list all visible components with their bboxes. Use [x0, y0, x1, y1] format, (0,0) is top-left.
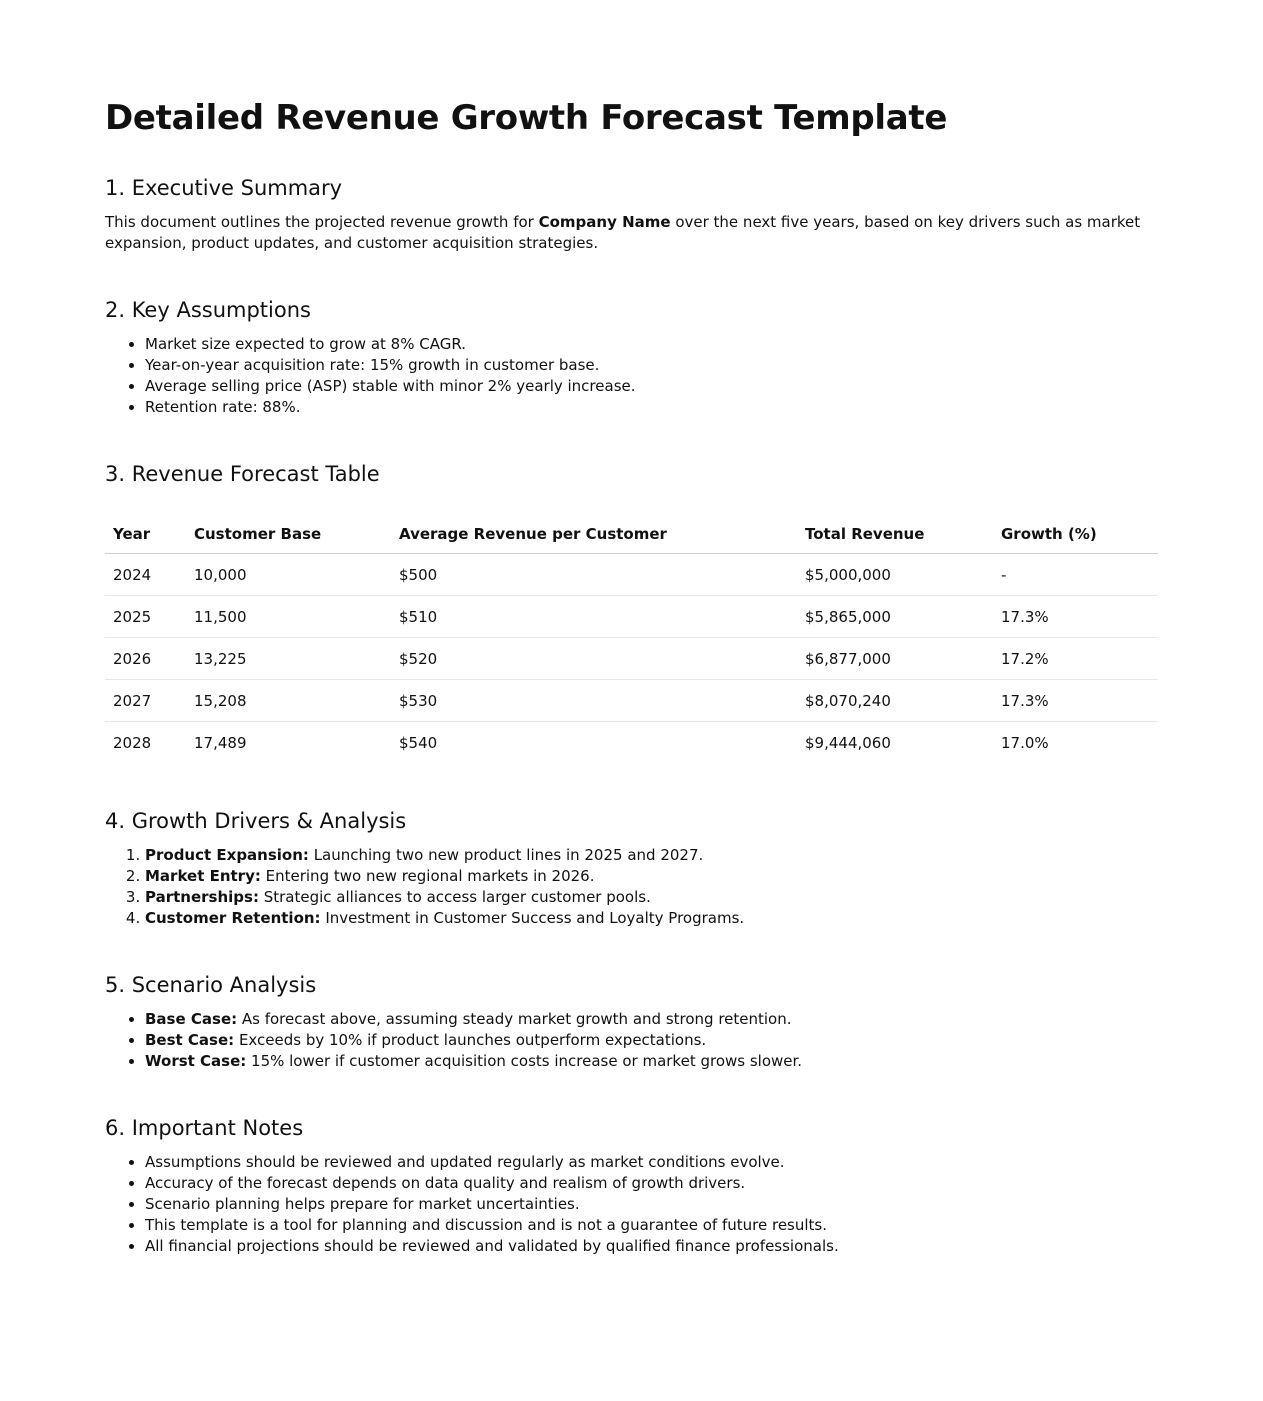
column-header-average-revenue: Average Revenue per Customer [391, 515, 797, 554]
cell-average-revenue: $530 [391, 680, 797, 722]
table-row [105, 554, 1158, 596]
item-label: Market Entry: [145, 867, 261, 885]
list-item [145, 845, 1158, 866]
section-heading-important-notes: 6. Important Notes [105, 1116, 304, 1140]
executive-summary-paragraph [105, 212, 1158, 254]
cell-year: 2028 [113, 733, 152, 752]
cell-average-revenue: $520 [391, 638, 797, 680]
assumptions-list [105, 334, 1158, 418]
item-text: Entering two new regional markets in 2026. [260, 867, 595, 885]
list-item [145, 908, 1158, 929]
cell-year: 2027 [105, 680, 186, 722]
list-item: • This template is a tool for planning and discussion and is not a guarantee of future results. [145, 1215, 1158, 1236]
cell-growth: 17.3% [993, 680, 1158, 722]
section-heading-forecast-table: 3. Revenue Forecast Table [105, 462, 380, 486]
table-row [105, 596, 1158, 638]
item-text: Launching two new product lines in 2025 and 2027. [308, 846, 704, 864]
cell-average-revenue: $500 [391, 554, 797, 596]
growth-drivers-list [105, 845, 1158, 929]
list-item [145, 887, 1158, 908]
list-item: • Year-on-year acquisition rate: 15% growth in customer base. [145, 355, 1158, 376]
item-label: Product Expansion: [145, 846, 309, 864]
cell-customer-base: 17,489 [194, 733, 247, 752]
table-header-row [105, 515, 1158, 554]
cell-total-revenue: $8,070,240 [797, 680, 993, 722]
item-label: Best Case: [145, 1031, 235, 1049]
cell-growth: 17.2% [993, 638, 1158, 680]
cell-year: 2025 [105, 596, 186, 638]
list-item: • Market size expected to grow at 8% CAGR. [145, 334, 1158, 355]
cell-customer-base: 15,208 [186, 680, 391, 722]
section-heading-executive-summary: 1. Executive Summary [105, 176, 343, 200]
item-text: Strategic alliances to access larger customer pools. [258, 888, 651, 906]
cell-average-revenue: $510 [391, 596, 797, 638]
list-item: • Assumptions should be reviewed and updated regularly as market conditions evolve. [145, 1152, 1158, 1173]
column-header-year: Year [105, 515, 186, 554]
list-item: • Scenario planning helps prepare for market uncertainties. [145, 1194, 1158, 1215]
cell-total-revenue: $9,444,060 [805, 733, 891, 752]
cell-total-revenue: $6,877,000 [797, 638, 993, 680]
summary-text-before: This document outlines the projected revenue growth for [105, 213, 539, 231]
list-item: • Average selling price (ASP) stable with minor 2% yearly increase. [145, 376, 1158, 397]
notes-list [105, 1152, 1158, 1257]
item-label: Worst Case: [145, 1052, 247, 1070]
table-row [105, 638, 1158, 680]
list-item [145, 1009, 1158, 1030]
column-header-growth: Growth (%) [993, 515, 1158, 554]
cell-average-revenue: $540 [399, 733, 438, 752]
column-header-total-revenue: Total Revenue [797, 515, 993, 554]
cell-customer-base: 11,500 [186, 596, 391, 638]
list-item: • All financial projections should be reviewed and validated by qualified finance professionals. [145, 1236, 1158, 1257]
cell-customer-base: 10,000 [186, 554, 391, 596]
column-header-customer-base: Customer Base [186, 515, 391, 554]
company-name: Company Name [538, 213, 671, 231]
list-item [145, 1030, 1158, 1051]
page-title: Detailed Revenue Growth Forecast Template [105, 98, 948, 138]
list-item [145, 866, 1158, 887]
list-item: • Retention rate: 88%. [145, 397, 1158, 418]
revenue-forecast-table [105, 515, 1158, 763]
item-text: Exceeds by 10% if product launches outperform expectations. [234, 1031, 707, 1049]
cell-growth: 17.0% [1001, 733, 1049, 752]
item-label: Base Case: [145, 1010, 238, 1028]
cell-year: 2026 [105, 638, 186, 680]
cell-total-revenue: $5,000,000 [797, 554, 993, 596]
summary-text-after: over the next five years, based on key drivers such as market expansion, product updates, and customer acquisition strategies. [105, 213, 1141, 252]
item-text: As forecast above, assuming steady market growth and strong retention. [237, 1010, 792, 1028]
list-item [145, 1051, 1158, 1072]
cell-customer-base: 13,225 [186, 638, 391, 680]
cell-total-revenue: $5,865,000 [797, 596, 993, 638]
item-label: Customer Retention: [145, 909, 321, 927]
item-text: Investment in Customer Success and Loyalty Programs. [320, 909, 745, 927]
table-row [105, 680, 1158, 722]
cell-growth: - [993, 554, 1158, 596]
section-heading-scenario-analysis: 5. Scenario Analysis [105, 973, 317, 997]
cell-year: 2024 [105, 554, 186, 596]
item-label: Partnerships: [145, 888, 259, 906]
section-heading-growth-drivers: 4. Growth Drivers & Analysis [105, 809, 407, 833]
list-item: • Accuracy of the forecast depends on data quality and realism of growth drivers. [145, 1173, 1158, 1194]
table-row [105, 722, 1158, 764]
cell-growth: 17.3% [993, 596, 1158, 638]
scenarios-list [105, 1009, 1158, 1072]
item-text: 15% lower if customer acquisition costs increase or market grows slower. [246, 1052, 803, 1070]
section-heading-assumptions: 2. Key Assumptions [105, 298, 311, 322]
